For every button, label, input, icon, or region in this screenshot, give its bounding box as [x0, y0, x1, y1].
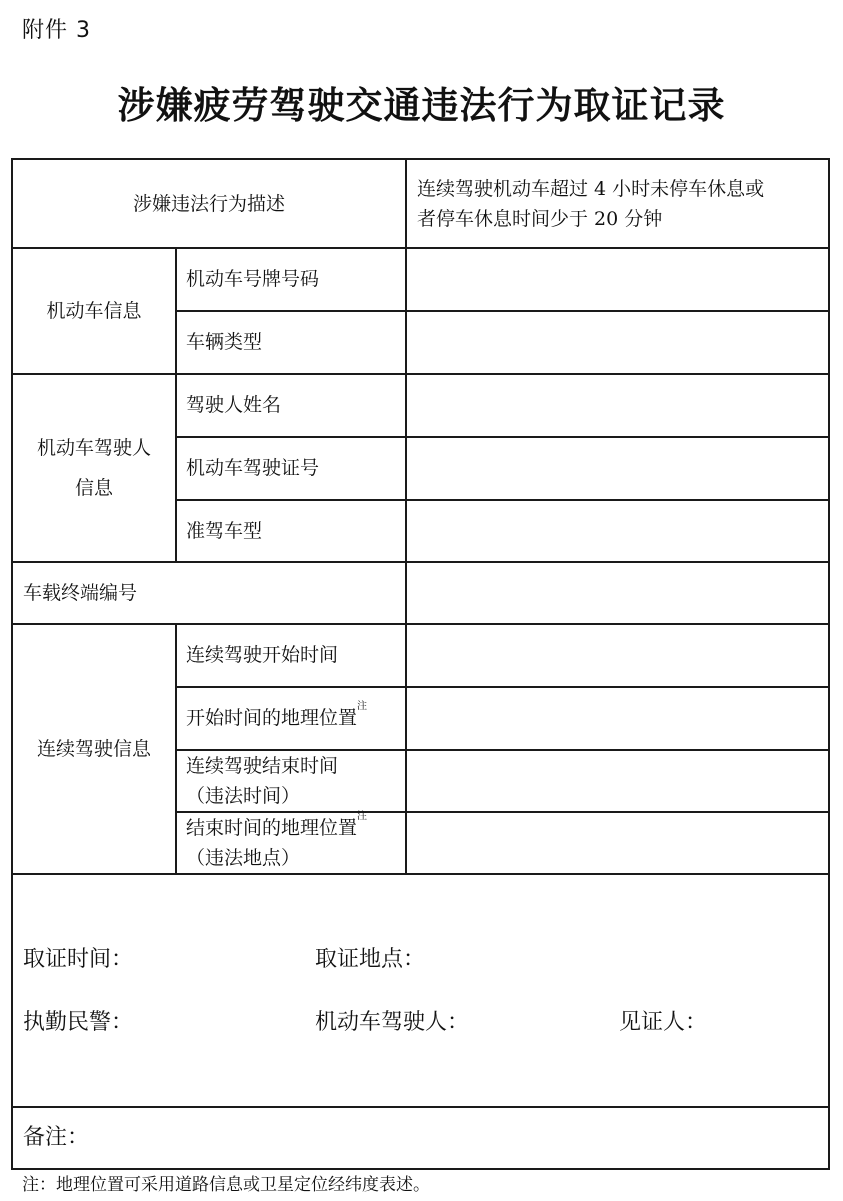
end-time-label — [176, 750, 405, 811]
row-divider — [13, 873, 828, 875]
end-location-field[interactable] — [407, 812, 828, 873]
driver-name-label: 驾驶人姓名 — [186, 394, 282, 416]
plate-number-field[interactable] — [407, 248, 828, 310]
witness-label: 见证人： — [619, 1010, 708, 1035]
attachment-label: 附件 3 — [22, 18, 91, 43]
evidence-record-form — [11, 158, 830, 1170]
evidence-time-label: 取证时间： — [23, 947, 134, 972]
end-time-label-line2: （违法时间） — [186, 784, 301, 807]
violation-description-label: 涉嫌违法行为描述 — [132, 192, 285, 215]
plate-number-label: 机动车号牌号码 — [186, 268, 320, 290]
violation-description-line2: 者停车休息时间少于 20 分钟 — [417, 207, 663, 230]
remarks-label: 备注： — [23, 1125, 90, 1150]
document-title: 涉嫌疲劳驾驶交通违法行为取证记录 — [117, 84, 726, 127]
officer-label: 执勤民警： — [23, 1010, 134, 1035]
evidence-place-label: 取证地点： — [315, 947, 426, 972]
driver-info-label — [13, 374, 175, 561]
vehicle-info-label: 机动车信息 — [46, 299, 142, 322]
driver-info-label-line2: 信息 — [74, 476, 113, 499]
start-location-text: 开始时间的地理位置 — [186, 707, 358, 729]
end-location-label — [176, 812, 405, 873]
end-location-label-line2: （违法地点） — [186, 846, 301, 869]
note-mark: 注 — [357, 810, 368, 822]
permitted-class-field[interactable] — [407, 500, 828, 561]
violation-description-line1: 连续驾驶机动车超过 4 小时未停车休息或 — [417, 177, 765, 200]
driver-name-field[interactable] — [407, 374, 828, 436]
terminal-number-label: 车载终端编号 — [23, 581, 138, 604]
start-location-label — [176, 687, 405, 749]
driver-sign-label: 机动车驾驶人： — [315, 1010, 470, 1035]
continuous-driving-label: 连续驾驶信息 — [36, 737, 151, 760]
note-mark: 注 — [357, 701, 368, 712]
license-number-label: 机动车驾驶证号 — [186, 457, 320, 479]
footnote: 注：地理位置可采用道路信息或卫星定位经纬度表述。 — [22, 1175, 430, 1195]
terminal-number-field[interactable] — [407, 562, 828, 623]
end-time-label-line1: 连续驾驶结束时间 — [186, 754, 339, 777]
start-location-field[interactable] — [407, 687, 828, 749]
vehicle-type-label: 车辆类型 — [186, 331, 263, 353]
license-number-field[interactable] — [407, 437, 828, 499]
row-divider — [13, 1106, 828, 1108]
start-time-field[interactable] — [407, 624, 828, 686]
violation-description-value — [407, 160, 828, 247]
end-time-field[interactable] — [407, 750, 828, 811]
driver-info-label-line1: 机动车驾驶人 — [36, 436, 151, 459]
end-location-text: 结束时间的地理位置 — [186, 816, 358, 839]
start-time-label: 连续驾驶开始时间 — [186, 644, 339, 666]
vehicle-type-field[interactable] — [407, 311, 828, 373]
permitted-class-label: 准驾车型 — [186, 519, 263, 542]
